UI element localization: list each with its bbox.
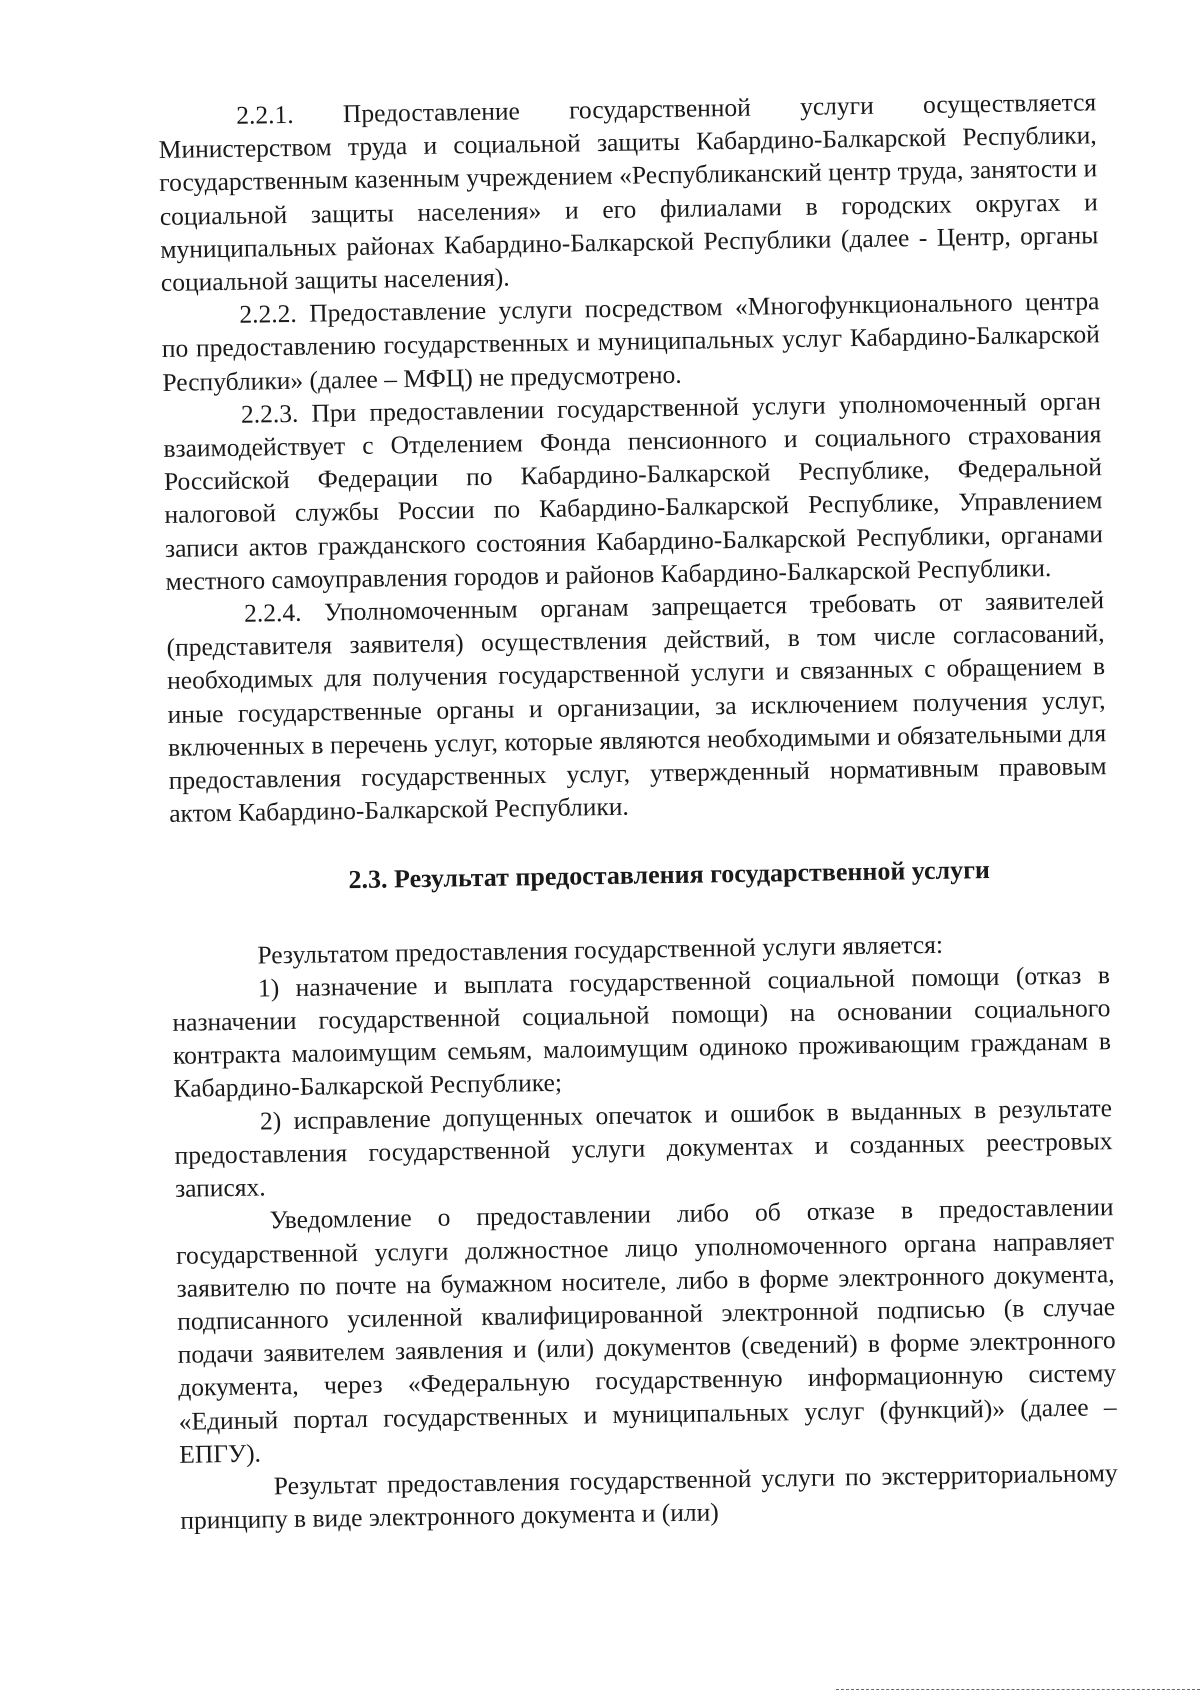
page-bottom-rule <box>836 1689 1200 1690</box>
paragraph-notification: Уведомление о предоставлении либо об отказе в предоставлении государственной услуги должностное лицо уполномоченного органа направляет заявителю по почте на бумажном носителе, либо в форме электронного документа, подписанного усиленной квалифицированной электронной подписью (в случае подачи заявителем заявления и (или) документов (сведений) в форме электронного документа, через «Федеральную государственную информационную систему «Единый портал государственных и муниципальных услуг (функций)» (далее – ЕПГУ). <box>175 1192 1117 1469</box>
paragraph-2-2-3: 2.2.3. При предоставлении государственной услуги уполномоченный орган взаимодействует с Отделением Фонда пенсионного и социального страхования Российской Федерации по Кабардино-Балкарской Республике, Федеральной налоговой службы России по Кабардино-Балкарской Республике, Управлением записи актов гражданского состояния Кабардино-Балкарской Республики, органами местного самоуправления городов и районов Кабардино-Балкарской Республики. <box>163 386 1104 596</box>
paragraph-2-2-4: 2.2.4. Уполномоченным органам запрещается требовать от заявителей (представителя заявителя) осуществления действий, в том числе согласований, необходимых для получения государственной услуги и связанных с обращением в иные государственные органы и организации, за исключением получения услуг, включенных в перечень услуг, которые являются необходимыми и обязательными для предоставления государственных услуг, утвержденный нормативным правовым актом Кабардино-Балкарской Республики. <box>166 585 1107 829</box>
result-intro: Результатом предоставления государственной услуги является: <box>257 929 944 970</box>
result-item-2: 2) исправление допущенных опечаток и ошибок в выданных в результате предоставления государственной услуги документах и созданных реестровых записях. <box>174 1092 1113 1203</box>
section-heading: 2.3. Результат предоставления государственной услуги <box>348 855 991 895</box>
paragraph-2-2-2: 2.2.2. Предоставление услуги посредством «Многофункционального центра по предоставлению государственных и муниципальных услуг Кабардино-Балкарской Республики» (далее – МФЦ) не предусмотрено. <box>161 286 1101 397</box>
paragraph-2-2-1: 2.2.1. Предоставление государственной услуги осуществляется Министерством труда и социальной защиты Кабардино-Балкарской Республики, государственным казенным учреждением «Республиканский центр труда, занятости и социальной защиты населения» и его филиалами в городских округах и муниципальных районах Кабардино-Балкарской Республики (далее - Центр, органы социальной защиты населения). <box>158 87 1099 297</box>
document-page <box>158 85 1118 1537</box>
paragraph-extraterritorial-result: Результат предоставления государственной услуги по экстерриториальному принципу в виде электронного документа и (или) <box>180 1458 1118 1535</box>
result-item-1: 1) назначение и выплата государственной социальной помощи (отказ в назначении государственной социальной помощи) на основании социального контракта малоимущим семьям, малоимущим одиноко проживающим гражданам в Кабардино-Балкарской Республике; <box>172 960 1112 1104</box>
